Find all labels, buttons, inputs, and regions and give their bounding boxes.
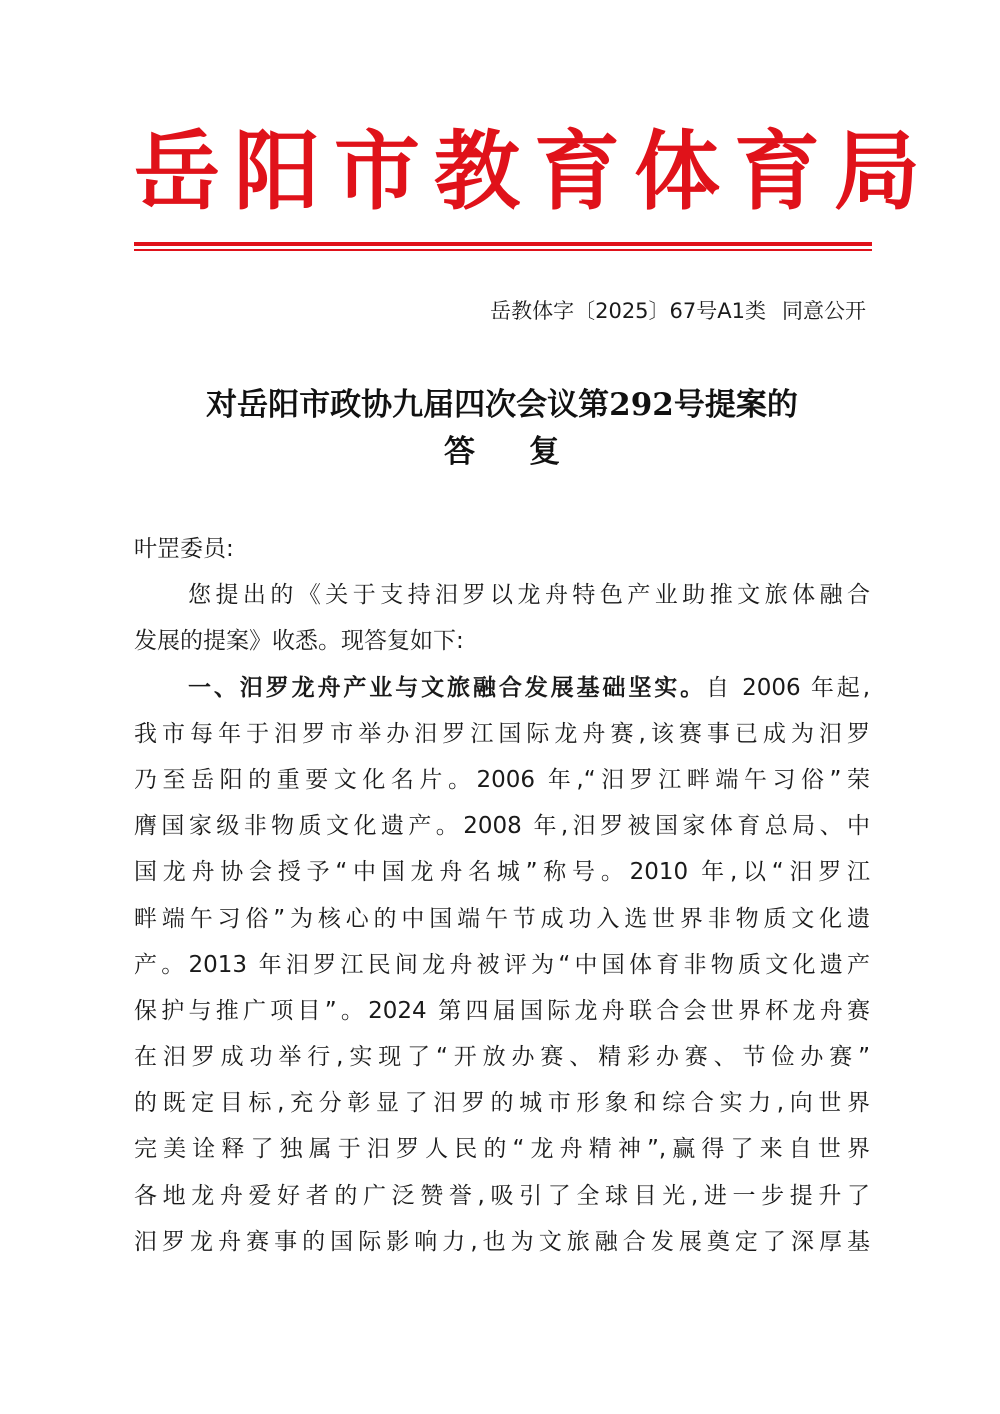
document-number: 岳教体字〔2025〕67号A1类 — [490, 299, 766, 323]
body-line: 发展的提案》收悉。现答复如下: — [134, 628, 464, 655]
body-line: 国龙舟协会授予“中国龙舟名城”称号。2010 年,以“汨罗江 — [134, 859, 870, 886]
body-line: 的既定目标,充分彰显了汨罗的城市形象和综合实力,向世界 — [134, 1090, 870, 1117]
body-line: 畔端午习俗”为核心的中国端午节成功入选世界非物质文化遗 — [134, 905, 870, 932]
body-line: 乃至岳阳的重要文化名片。2006 年,“汨罗江畔端午习俗”荣 — [134, 766, 870, 793]
disclosure-status: 同意公开 — [782, 299, 866, 323]
body-line — [134, 665, 870, 711]
document-title-line-1: 对岳阳市政协九届四次会议第292号提案的 — [206, 387, 798, 423]
masthead-rule-thin — [134, 249, 872, 251]
body-line: 在汨罗成功举行,实现了“开放办赛、精彩办赛、节俭办赛” — [134, 1044, 870, 1071]
body-line: 我市每年于汨罗市举办汨罗江国际龙舟赛,该赛事已成为汨罗 — [134, 720, 870, 747]
masthead-rule-thick — [134, 242, 872, 246]
body-line: 完美诠释了独属于汨罗人民的“龙舟精神”,赢得了来自世界 — [134, 1136, 870, 1163]
body-line: 汨罗龙舟赛事的国际影响力,也为文旅融合发展奠定了深厚基 — [134, 1228, 870, 1255]
body-line: 各地龙舟爱好者的广泛赞誉,吸引了全球目光,进一步提升了 — [134, 1182, 870, 1209]
body-line-continuation: 自 2006 年起, — [706, 674, 871, 701]
document-number-line — [490, 296, 866, 326]
agency-masthead: 岳阳市教育体育局 — [134, 121, 934, 222]
body-line: 您提出的《关于支持汨罗以龙舟特色产业助推文旅体融合 — [188, 582, 870, 609]
section-heading-1: 一、汨罗龙舟产业与文旅融合发展基础坚实。 — [188, 674, 707, 701]
document-title-line-2: 答复 — [444, 434, 614, 470]
body-line: 保护与推广项目”。2024 第四届国际龙舟联合会世界杯龙舟赛 — [134, 997, 870, 1024]
body-line: 膺国家级非物质文化遗产。2008 年,汨罗被国家体育总局、中 — [134, 813, 870, 840]
body-line: 产。2013 年汨罗江民间龙舟被评为“中国体育非物质文化遗产 — [134, 951, 870, 978]
salutation: 叶罡委员: — [134, 536, 234, 562]
letter-body — [134, 526, 870, 1265]
